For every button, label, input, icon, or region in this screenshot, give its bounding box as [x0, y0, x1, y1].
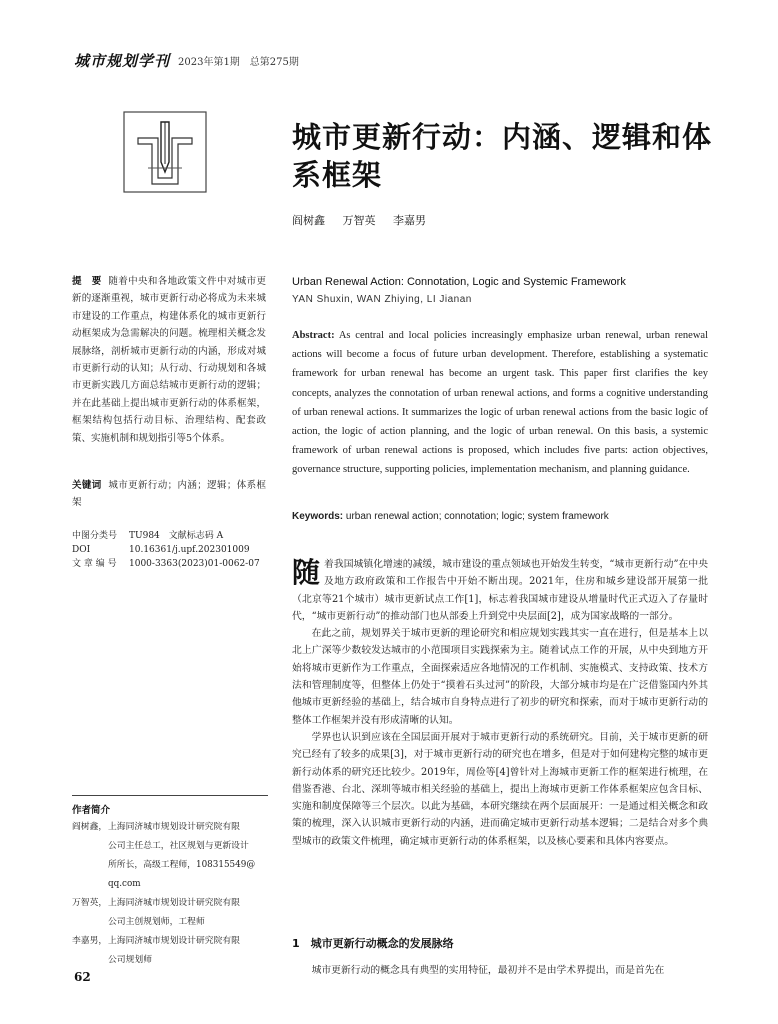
- section-heading: 1 城市更新行动概念的发展脉络: [292, 937, 454, 950]
- meta-value: 10.16361/j.upf.202301009: [129, 545, 250, 555]
- bio-line: qq.com: [108, 879, 141, 889]
- bio-entry: [72, 818, 272, 894]
- bio-entry: [72, 894, 272, 932]
- english-keywords-text: urban renewal action; connotation; logic; system framework: [343, 511, 609, 522]
- authors-cn: [292, 212, 440, 228]
- keywords-cn: [72, 477, 266, 512]
- meta-row: [72, 557, 260, 571]
- body-paragraph: [292, 556, 708, 625]
- keywords-cn-text: 城市更新行动；内涵；逻辑；体系框架: [72, 480, 266, 509]
- body-paragraph: 城市更新行动的概念具有典型的实用特征，最初并不是由学术界提出，而是首先在: [311, 965, 665, 976]
- bio-line: 公司主创规划师，工程师: [108, 917, 205, 927]
- english-abstract-text: As central and local policies increasingly emphasize urban renewal, urban renewal actions will become a focus of future urban development. Therefore, establishing a systematic framework for urban renewal has become an urgent task. This paper first clarifies the key concepts, analyzes the connotation of urban renewal actions, and forms a cognitive understanding of urban renewal actions. It summarizes the logic of urban renewal actions from the basic logic of action, the logic of action planning, and the logic of urban renewal. On this basis, a systemic framework of urban renewal actions is proposed, which includes five parts: action objectives, governance structure, supporting policies, implementation mechanism, and planning guidance.: [292, 330, 708, 476]
- bio-name: 万智英，: [72, 898, 108, 908]
- bio-line: 公司规划师: [108, 955, 152, 965]
- bio-entry: [72, 932, 272, 970]
- english-keywords: [292, 511, 712, 522]
- author-bio: [72, 818, 272, 970]
- page-number: 62: [74, 970, 91, 984]
- body-text: [292, 556, 708, 850]
- meta-row: [72, 543, 260, 557]
- author-name: 万智英: [342, 214, 376, 227]
- meta-value: 1000-3363(2023)01-0062-07: [129, 559, 260, 569]
- bio-line: 上海同济城市规划设计研究院有限: [108, 898, 240, 908]
- abstract-cn-text: 随着中央和各地政策文件中对城市更新的逐渐重视，城市更新行动必将成为未来城市建设的工作重点，构建体系化的城市更新行动框架成为急需解决的问题。梳理相关概念发展脉络，剖析城市更新行动的内涵，形成对城市更新行动的认知；从行动、行动规划和各城市更新实践几方面总结城市更新行动的逻辑；并在此基础上提出城市更新行动的体系框架，框架结构包括行动目标、治理结构、配套政策、实施机制和规划指引等5个体系。: [72, 276, 266, 444]
- dropcap: 随: [292, 556, 321, 589]
- issue-info: 2023年第1期 总第275期: [178, 57, 299, 68]
- meta-key: 文 章 编 号: [72, 559, 117, 569]
- english-title: Urban Renewal Action: Connotation, Logic and Systemic Framework: [292, 276, 626, 288]
- abstract-cn-label: 提 要: [72, 276, 102, 287]
- english-abstract: [292, 326, 708, 480]
- bio-divider: [72, 795, 268, 796]
- journal-logo: 城市规划学刊: [74, 52, 171, 70]
- article-title: 城市更新行动：内涵、逻辑和体系框架: [292, 120, 713, 192]
- meta-row: [72, 529, 260, 543]
- english-keywords-label: Keywords:: [292, 511, 344, 522]
- keywords-cn-label: 关键词: [72, 480, 102, 491]
- body-text: [292, 962, 708, 979]
- bio-name: 阎树鑫，: [72, 822, 108, 832]
- pen-emblem-icon: [118, 108, 212, 196]
- body-paragraph-text: 着我国城镇化增速的减缓，城市建设的重点领域也开始发生转变，“城市更新行动”在中央及地方政府政策和工作报告中开始不断出现。2021年，住房和城乡建设部开展第一批（北京等21个城市）城市更新试点工作[1]，标志着我国城市建设从增量时代正式迈入了存量时代，“城市更新行动”的推动部门也从部委上升到党中央层面[2]，成为国家战略的一部分。: [292, 559, 708, 622]
- meta-key: 中图分类号: [72, 531, 118, 541]
- meta-value: TU984 文献标志码 A: [129, 531, 224, 541]
- meta-key: DOI: [72, 545, 91, 555]
- abstract-cn: [72, 273, 266, 447]
- bio-line: 上海同济城市规划设计研究院有限: [108, 936, 240, 946]
- article-meta: [72, 529, 260, 571]
- body-paragraph: 学界也认识到应该在全国层面开展对于城市更新行动的系统研究。目前，关于城市更新的研究已经有了较多的成果[3]，对于城市更新行动的研究也在增多，但是对于如何建构完整的城市更新行动体系的研究还比较少。2019年，周俭等[4]曾针对上海城市更新工作的框架进行梳理，在借鉴香港、台北、深圳等城市相关经验的基础上，提出上海城市更新工作体系框架应包含目标、实施和制度保障等三个层次。以此为基础，本研究继续在两个层面展开：一是通过相关概念和政策的梳理，深入认识城市更新行动的内涵，进而确定城市更新行动基本逻辑；二是结合对多个典型城市的政策文件梳理，确定城市更新行动的体系框架，以及核心要素和具体内容要点。: [292, 731, 708, 847]
- bio-title: 作者简介: [72, 805, 111, 816]
- english-abstract-label: Abstract:: [292, 330, 335, 341]
- bio-line: 公司主任总工，社区规划与更新设计: [108, 841, 249, 851]
- bio-name: 李嘉男，: [72, 936, 108, 946]
- english-authors: YAN Shuxin, WAN Zhiying, LI Jianan: [292, 294, 472, 305]
- body-paragraph: 在此之前，规划界关于城市更新的理论研究和相应规划实践其实一直在进行，但是基本上以北上广深等少数较发达城市的小范围项目实践探索为主。随着试点工作的开展，从中央到地方开始将城市更新作为工作重点，全面探索适应各地情况的工作机制、实施模式、支持政策、技术方法和管理制度等，但整体上仍处于“摸着石头过河”的阶段，大部分城市均是在广泛借鉴国内外其他城市更新经验的基础上，结合城市自身特点进行了初步的研究和探索，而对于城市更新行动的整体工作框架并没有形成清晰的认知。: [292, 628, 708, 726]
- author-name: 李嘉男: [393, 214, 426, 227]
- bio-line: 上海同济城市规划设计研究院有限: [108, 822, 240, 832]
- bio-line: 所所长，高级工程师，108315549@: [108, 860, 256, 870]
- author-name: 阎树鑫: [292, 214, 325, 227]
